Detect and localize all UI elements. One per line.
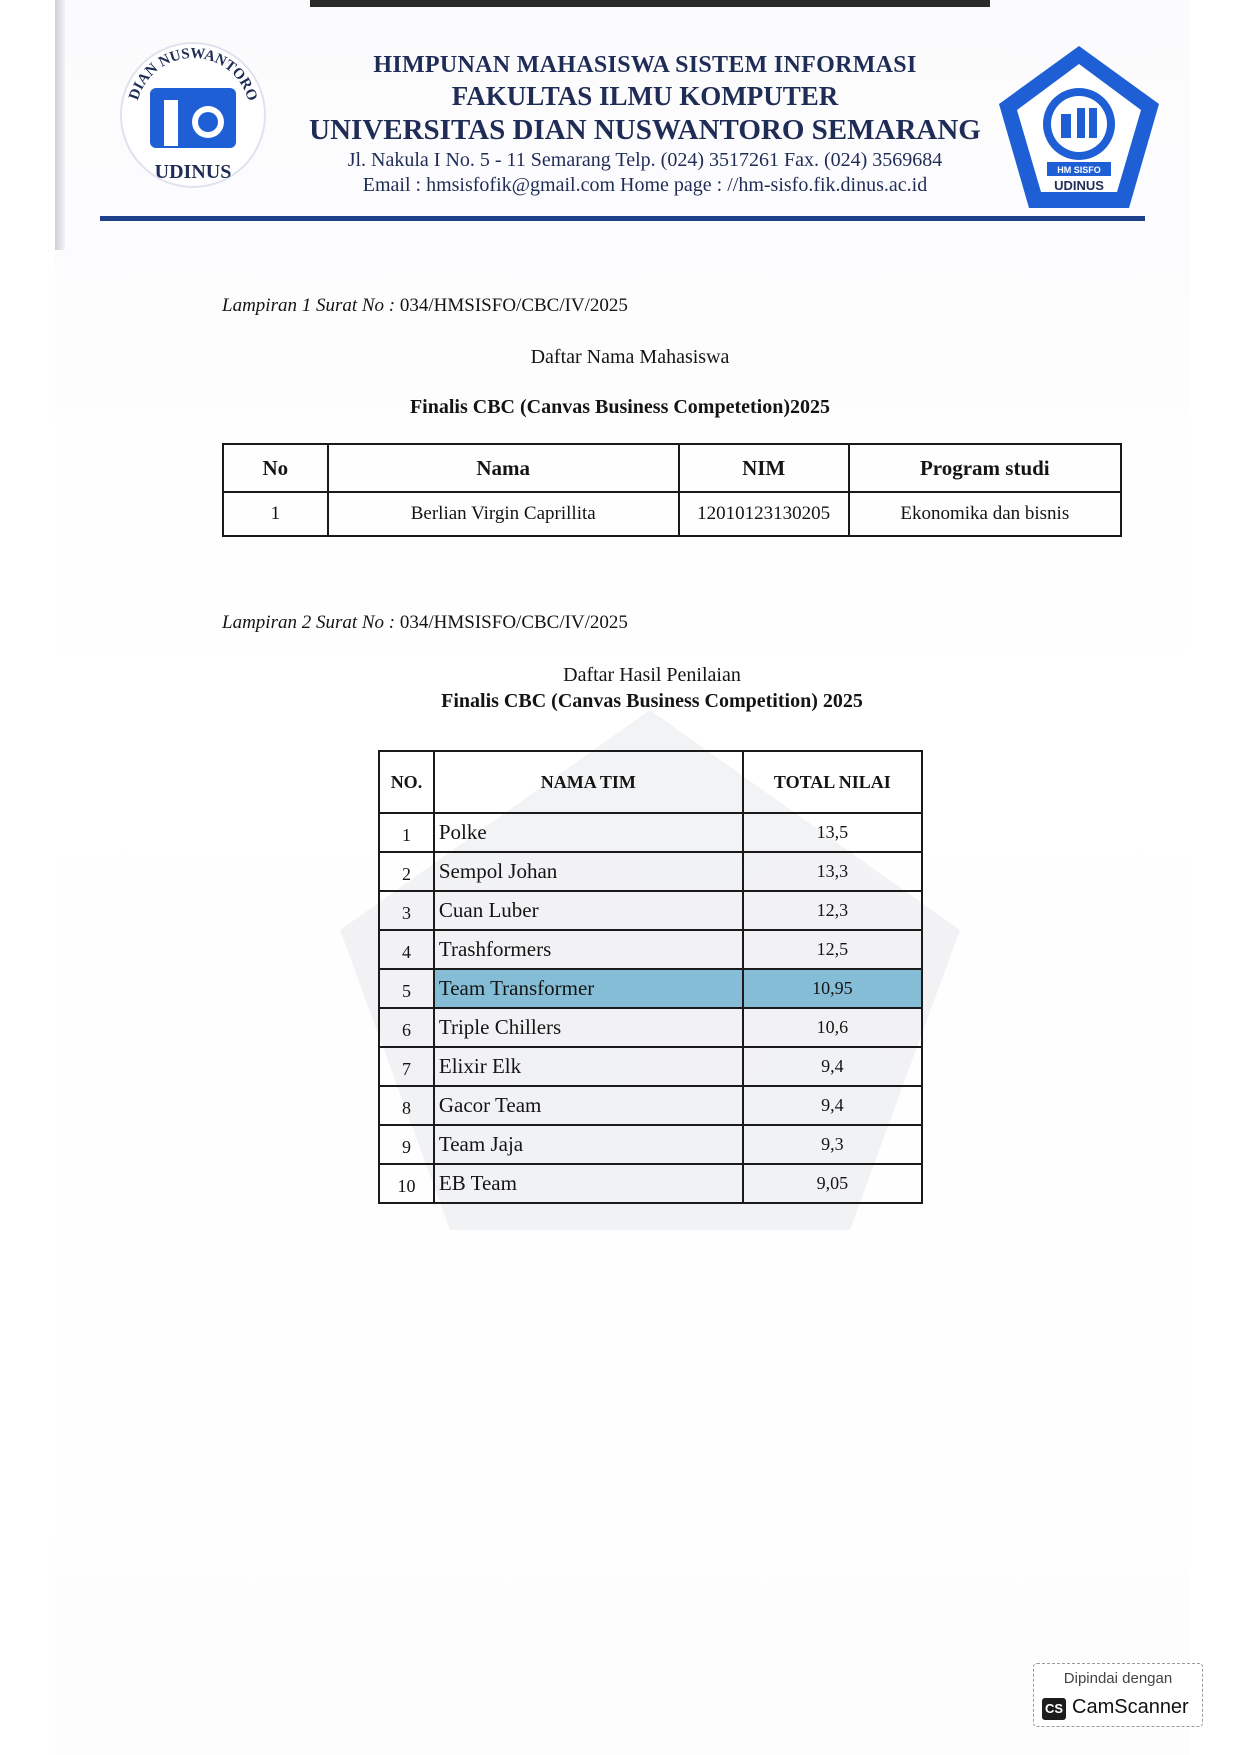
cell-total-nilai: 9,4 (743, 1086, 922, 1125)
cell-total-nilai: 13,5 (743, 813, 922, 852)
camscanner-stamp (1033, 1663, 1203, 1727)
letterhead-rule (100, 216, 1145, 221)
table-row (379, 1164, 922, 1203)
page-fold (55, 0, 65, 250)
cell-total-nilai: 9,4 (743, 1047, 922, 1086)
hm-sisfo-logo (995, 42, 1163, 212)
column-header: NIM (679, 444, 849, 492)
camscanner-icon: CS (1042, 1698, 1066, 1720)
lampiran-2-label: Lampiran 2 Surat No : (222, 612, 396, 633)
cell-nim: 12010123130205 (679, 492, 849, 536)
cell-nama-tim: Triple Chillers (434, 1008, 743, 1047)
table-row (379, 1086, 922, 1125)
cell-nama-tim: Polke (434, 813, 743, 852)
cell-no: 7 (379, 1047, 434, 1086)
cell-no: 2 (379, 852, 434, 891)
lampiran-1-number: 034/HMSISFO/CBC/IV/2025 (399, 295, 628, 316)
table-row (379, 891, 922, 930)
svg-text:DIAN NUSWANTORO: DIAN NUSWANTORO (126, 45, 261, 103)
lampiran-2-subtitle: Finalis CBC (Canvas Business Competition) 2025 (441, 690, 863, 712)
cell-total-nilai: 9,3 (743, 1125, 922, 1164)
table-row (379, 1008, 922, 1047)
cell-nama-tim: Sempol Johan (434, 852, 743, 891)
table-row (379, 1125, 922, 1164)
table-row (223, 492, 1121, 536)
column-header: NAMA TIM (434, 751, 743, 813)
cell-total-nilai: 9,05 (743, 1164, 922, 1203)
cell-no: 1 (223, 492, 328, 536)
letterhead (285, 52, 1005, 197)
cell-nama-tim: Trashformers (434, 930, 743, 969)
lampiran-1-label: Lampiran 1 Surat No : (222, 295, 396, 316)
column-header: Program studi (849, 444, 1121, 492)
table-row (379, 1047, 922, 1086)
lampiran-2-number: 034/HMSISFO/CBC/IV/2025 (399, 612, 628, 633)
lampiran-1-title: Daftar Nama Mahasiswa (530, 346, 730, 368)
cell-no: 6 (379, 1008, 434, 1047)
lampiran-2-title: Daftar Hasil Penilaian (563, 664, 741, 686)
svg-text:UDINUS: UDINUS (1054, 178, 1104, 193)
cell-no: 9 (379, 1125, 434, 1164)
svg-text:UDINUS: UDINUS (154, 161, 232, 183)
cell-no: 8 (379, 1086, 434, 1125)
lampiran-2-heading (222, 612, 628, 634)
cell-total-nilai: 12,3 (743, 891, 922, 930)
cell-total-nilai: 12,5 (743, 930, 922, 969)
lampiran-1-subtitle: Finalis CBC (Canvas Business Competetion)2025 (409, 396, 831, 418)
cell-total-nilai: 13,3 (743, 852, 922, 891)
cell-nama-tim: Team Jaja (434, 1125, 743, 1164)
faculty-name: FAKULTAS ILMU KOMPUTER (451, 81, 839, 111)
cell-no: 10 (379, 1164, 434, 1203)
udinus-logo (118, 40, 268, 190)
organization-name: HIMPUNAN MAHASISWA SISTEM INFORMASI (373, 52, 917, 78)
cell-total-nilai: 10,95 (743, 969, 922, 1008)
lampiran-1-heading (222, 295, 628, 317)
address-line: Jl. Nakula I No. 5 - 11 Semarang Telp. (024) 3517261 Fax. (024) 3569684 (347, 149, 943, 171)
scanned-with-label: Dipindai dengan (1063, 1670, 1173, 1687)
cell-nama-tim: Gacor Team (434, 1086, 743, 1125)
cell-no: 3 (379, 891, 434, 930)
student-table (222, 443, 1122, 537)
camscanner-brand: CamScanner (1072, 1696, 1189, 1718)
column-header: TOTAL NILAI (743, 751, 922, 813)
cell-no: 1 (379, 813, 434, 852)
table-header-row (379, 751, 922, 813)
cell-nama: Berlian Virgin Caprillita (328, 492, 679, 536)
scan-edge (310, 0, 990, 7)
cell-nama-tim: Cuan Luber (434, 891, 743, 930)
table-row (379, 930, 922, 969)
cell-program-studi: Ekonomika dan bisnis (849, 492, 1121, 536)
table-row (379, 852, 922, 891)
column-header: Nama (328, 444, 679, 492)
column-header: No (223, 444, 328, 492)
svg-text:HM SISFO: HM SISFO (1057, 165, 1101, 175)
cell-nama-tim: Team Transformer (434, 969, 743, 1008)
cell-nama-tim: EB Team (434, 1164, 743, 1203)
table-row (379, 813, 922, 852)
cell-nama-tim: Elixir Elk (434, 1047, 743, 1086)
table-header-row (223, 444, 1121, 492)
results-table (378, 750, 923, 1204)
cell-no: 4 (379, 930, 434, 969)
university-name: UNIVERSITAS DIAN NUSWANTORO SEMARANG (309, 114, 981, 146)
table-row-highlighted (379, 969, 922, 1008)
cell-total-nilai: 10,6 (743, 1008, 922, 1047)
cell-no: 5 (379, 969, 434, 1008)
contact-line: Email : hmsisfofik@gmail.com Home page : //hm-sisfo.fik.dinus.ac.id (362, 174, 928, 196)
column-header: NO. (379, 751, 434, 813)
